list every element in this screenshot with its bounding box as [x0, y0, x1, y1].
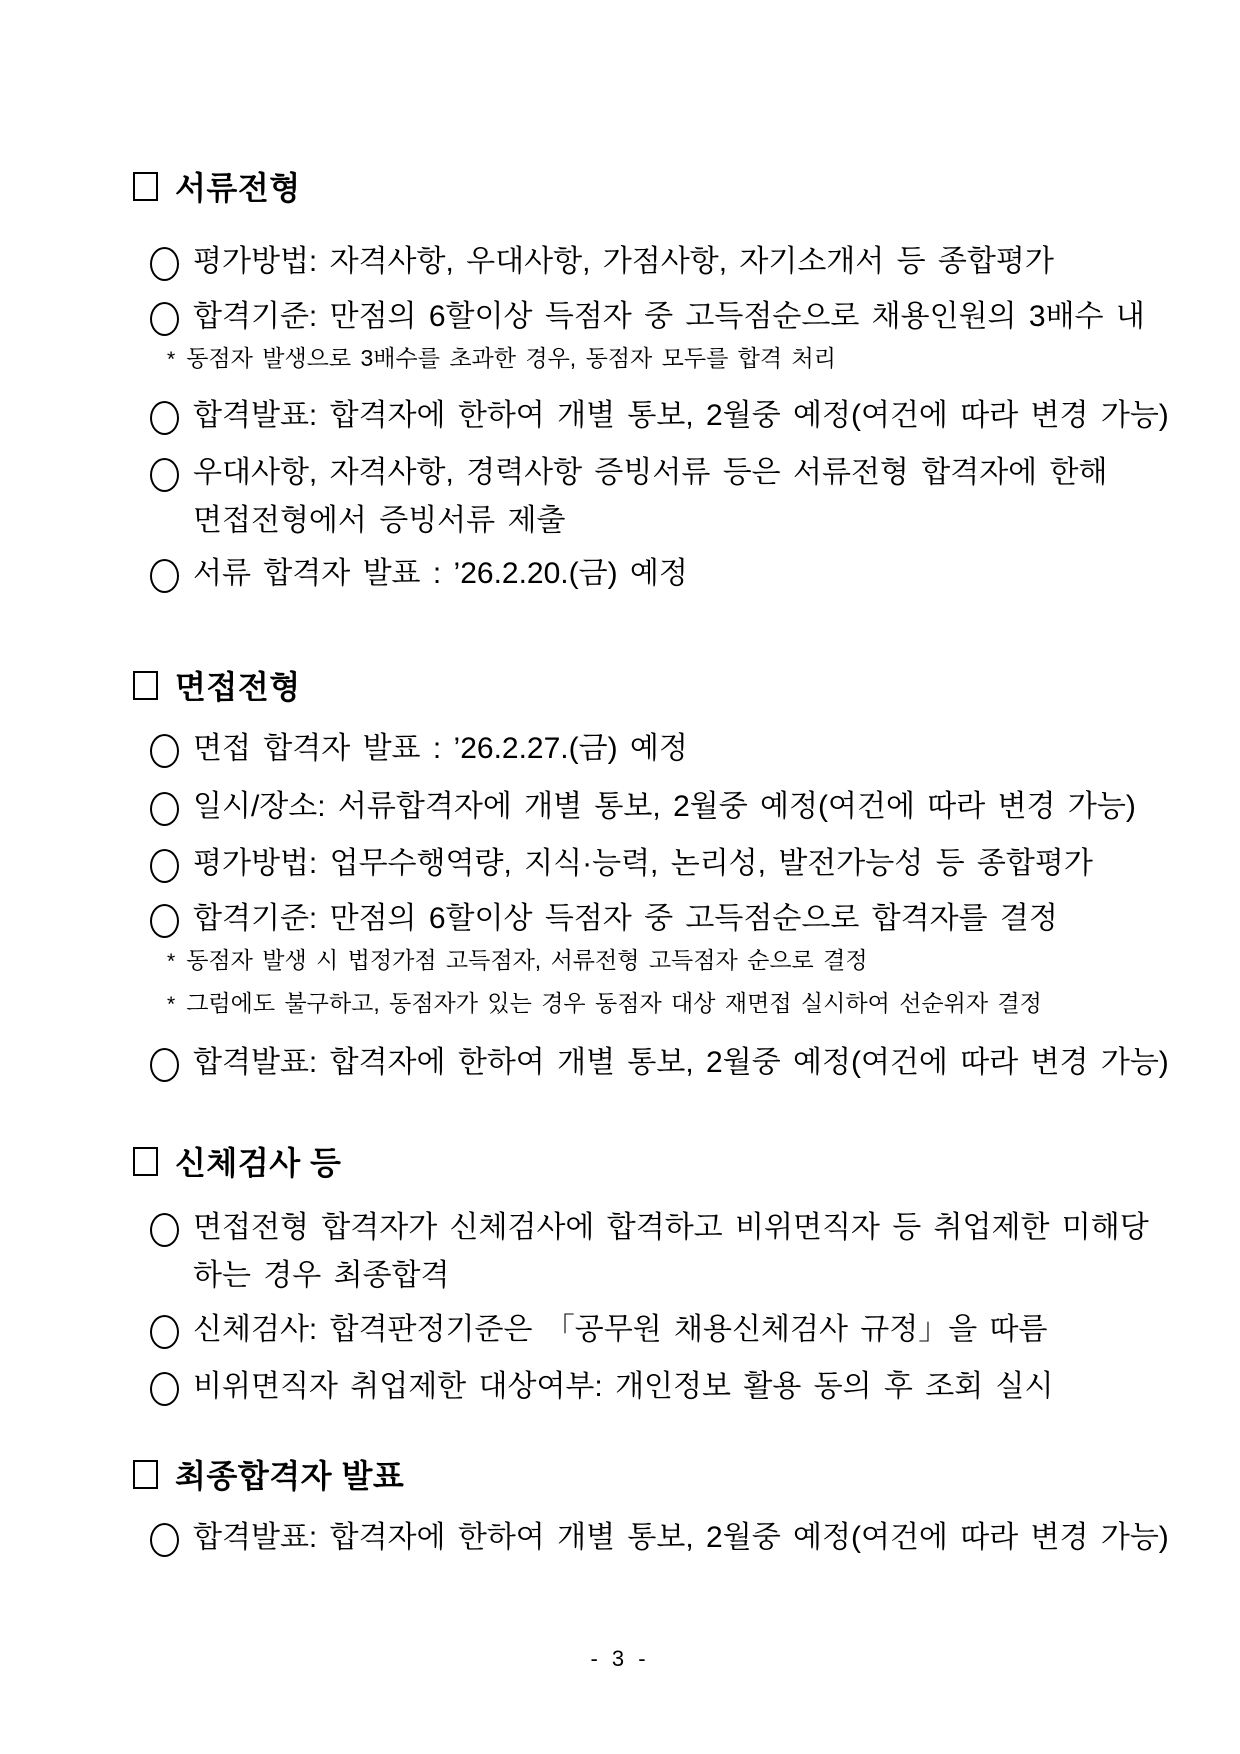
item-line: 합격발표: 합격자에 한하여 개별 통보, 2월중 예정(여건에 따라 변경 가능)	[193, 1046, 1169, 1079]
item-line: 평가방법: 업무수행역량, 지식·능력, 논리성, 발전가능성 등 종합평가	[193, 847, 1093, 880]
item-text	[193, 293, 1145, 341]
circle-bullet-icon	[150, 1213, 179, 1247]
item-line: 일시/장소: 서류합격자에 개별 통보, 2월중 예정(여건에 따라 변경 가능)	[193, 790, 1136, 823]
list-item	[0, 1039, 1240, 1087]
circle-bullet-icon	[150, 792, 179, 826]
section-title: 면접전형	[175, 669, 301, 705]
list-item	[0, 550, 1240, 598]
list-item	[0, 449, 1240, 545]
item-line: 우대사항, 자격사항, 경력사항 증빙서류 등은 서류전형 합격자에 한해	[193, 456, 1108, 489]
circle-bullet-icon	[150, 1372, 179, 1406]
note-item	[0, 943, 1240, 979]
item-text	[193, 895, 1058, 943]
list-item	[0, 1363, 1240, 1411]
list-item	[0, 293, 1240, 341]
item-line: 하는 경우 최종합격	[193, 1259, 450, 1292]
item-text	[193, 840, 1093, 888]
list-item	[0, 392, 1240, 440]
circle-bullet-icon	[150, 849, 179, 883]
item-line: 면접전형에서 증빙서류 제출	[193, 504, 566, 537]
section-header-interview-screening	[0, 665, 1240, 705]
item-text	[193, 392, 1169, 440]
note-text: 동점자 발생 시 법정가점 고득점자, 서류전형 고득점자 순으로 결정	[186, 947, 868, 973]
list-item	[0, 1306, 1240, 1354]
circle-bullet-icon	[150, 247, 179, 281]
section-header-document-screening	[0, 166, 1240, 206]
list-item	[0, 895, 1240, 943]
section-header-physical-exam	[0, 1141, 1240, 1181]
asterisk-marker: *	[167, 348, 176, 371]
circle-bullet-icon	[150, 734, 179, 768]
item-text	[193, 1306, 1048, 1354]
list-item	[0, 840, 1240, 888]
item-text	[193, 1039, 1169, 1087]
item-line: 합격발표: 합격자에 한하여 개별 통보, 2월중 예정(여건에 따라 변경 가능)	[193, 1521, 1169, 1554]
item-line: 합격발표: 합격자에 한하여 개별 통보, 2월중 예정(여건에 따라 변경 가능)	[193, 399, 1169, 432]
circle-bullet-icon	[150, 458, 179, 492]
item-text	[193, 449, 1107, 545]
item-text	[193, 725, 688, 773]
item-text	[193, 238, 1054, 286]
section-title: 신체검사 등	[175, 1145, 342, 1181]
item-line: 합격기준: 만점의 6할이상 득점자 중 고득점순으로 채용인원의 3배수 내	[193, 300, 1145, 333]
section-header-final-result	[0, 1454, 1240, 1494]
item-line: 비위면직자 취업제한 대상여부: 개인정보 활용 동의 후 조회 실시	[193, 1370, 1054, 1403]
item-line: 면접 합격자 발표 : ’26.2.27.(금) 예정	[193, 732, 688, 765]
asterisk-marker: *	[167, 950, 176, 973]
page-number: - 3 -	[590, 1646, 650, 1671]
item-line: 서류 합격자 발표 : ’26.2.20.(금) 예정	[193, 557, 688, 590]
list-item	[0, 1514, 1240, 1562]
square-bullet-icon	[133, 1147, 158, 1176]
note-item	[0, 986, 1240, 1022]
square-bullet-icon	[133, 172, 158, 201]
circle-bullet-icon	[150, 1048, 179, 1082]
asterisk-marker: *	[167, 993, 176, 1016]
square-bullet-icon	[133, 671, 158, 700]
circle-bullet-icon	[150, 1315, 179, 1349]
section-title: 서류전형	[175, 170, 301, 206]
note-text: 그럼에도 불구하고, 동점자가 있는 경우 동점자 대상 재면접 실시하여 선순위자 결정	[186, 990, 1042, 1016]
circle-bullet-icon	[150, 401, 179, 435]
item-line: 신체검사: 합격판정기준은 「공무원 채용신체검사 규정」을 따름	[193, 1313, 1048, 1346]
note-text: 동점자 발생으로 3배수를 초과한 경우, 동점자 모두를 합격 처리	[186, 345, 836, 371]
circle-bullet-icon	[150, 559, 179, 593]
item-line: 평가방법: 자격사항, 우대사항, 가점사항, 자기소개서 등 종합평가	[193, 245, 1054, 278]
item-text	[193, 783, 1136, 831]
list-item	[0, 783, 1240, 831]
item-text	[193, 550, 688, 598]
circle-bullet-icon	[150, 904, 179, 938]
item-line: 합격기준: 만점의 6할이상 득점자 중 고득점순으로 합격자를 결정	[193, 902, 1058, 935]
item-text	[193, 1363, 1054, 1411]
item-text	[193, 1514, 1169, 1562]
item-text	[193, 1204, 1149, 1300]
list-item	[0, 238, 1240, 286]
circle-bullet-icon	[150, 1523, 179, 1557]
list-item	[0, 1204, 1240, 1300]
note-item	[0, 341, 1240, 377]
item-line: 면접전형 합격자가 신체검사에 합격하고 비위면직자 등 취업제한 미해당	[193, 1211, 1149, 1244]
circle-bullet-icon	[150, 302, 179, 336]
list-item	[0, 725, 1240, 773]
square-bullet-icon	[133, 1460, 158, 1489]
section-title: 최종합격자 발표	[175, 1458, 405, 1494]
